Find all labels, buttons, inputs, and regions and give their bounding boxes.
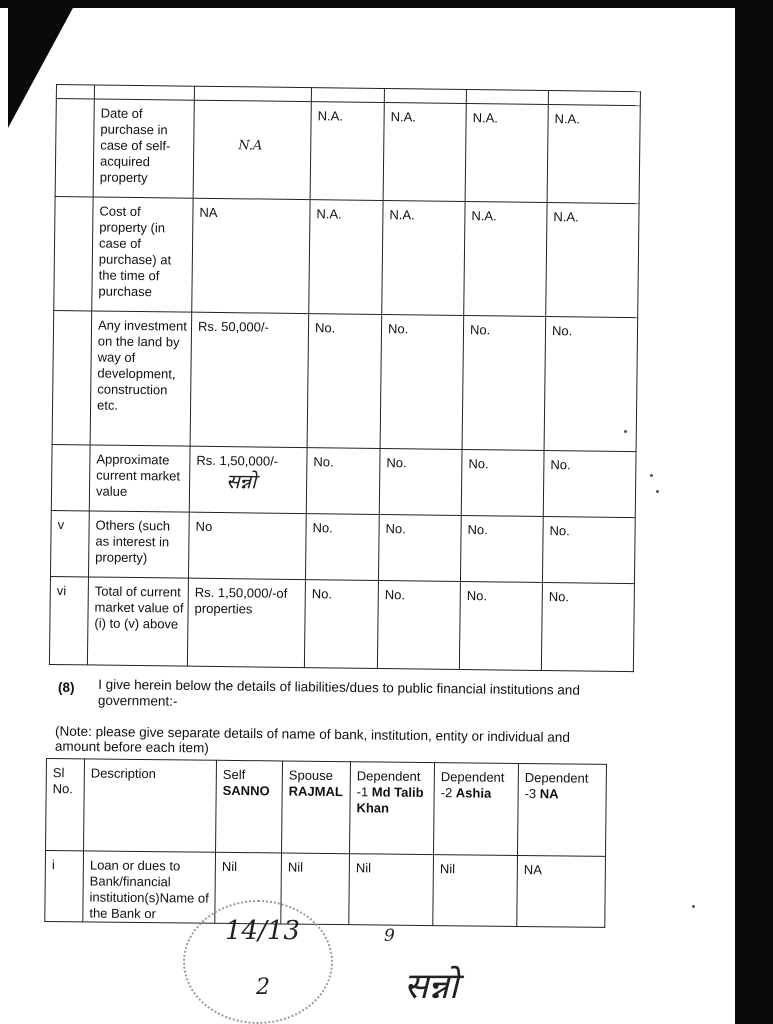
cell-spouse: No. [307,314,382,449]
cell-dependent-1: N.A. [382,201,465,316]
liabilities-table [44,758,607,928]
cell-spouse: N.A. [309,200,383,315]
table-row [52,310,638,451]
cell-dependent-2: Nil [433,855,518,927]
row-number: vi [49,576,88,664]
property-details-table [49,84,641,672]
header-person-name: SANNO [222,782,270,799]
cell-spouse: No. [306,448,380,515]
row-label: Cost of property (in case of purchase) at the time of purchase [92,197,193,312]
cell-dependent-1: No. [380,314,464,449]
cell-dependent-2: No. [461,449,544,516]
scan-border-top [0,0,773,8]
stamp-date: 14/13 [225,916,300,946]
cell-dependent-3: No. [542,516,635,583]
cell-dependent-3: No. [544,316,638,451]
row-label [94,85,194,100]
cell-dependent-1: No. [378,514,461,581]
header-label: Dependent -2 [440,769,505,801]
page-number: 9 [384,926,395,946]
cell-dependent-2: N.A. [465,104,548,203]
cell-self: Rs. 1,50,000/-of properties [187,578,305,667]
scan-speck [624,430,627,433]
section-number: (8) [58,680,75,695]
scan-corner-shadow [8,6,74,128]
header-dependent-1 [350,762,435,855]
cell-dependent-3: N.A. [546,203,639,318]
table-row [51,444,636,517]
section-note: (Note: please give separate details of name of bank, institution, entity or individual and amount before each item) [54,723,570,756]
header-person-name: RAJMAL [288,783,343,800]
scan-border-right [735,0,773,1024]
cell-spouse: Nil [281,853,350,925]
table-row [45,851,606,928]
table-row [54,196,639,317]
cell-self: Nil [215,852,282,924]
header-person-name: Ashia [455,785,492,801]
cell-dependent-3: N.A. [547,105,640,204]
scan-speck [692,905,695,908]
cell-dependent-3 [548,91,640,106]
cell-self [193,100,311,199]
handwritten-value: N.A [238,138,263,154]
signature: सन्नो [404,966,459,1007]
cell-self [189,446,307,513]
header-label: Dependent -1 [356,768,421,800]
header-label: Spouse [288,767,334,784]
row-number [51,444,90,510]
cell-dependent-2 [466,90,548,105]
cell-dependent-2: No. [462,315,546,450]
cell-dependent-2: N.A. [464,202,547,317]
table-row [50,510,635,583]
cell-dependent-3: No. [543,450,636,517]
cell-self [194,86,311,101]
cell-dependent-1: No. [379,448,462,515]
cell-dependent-1 [384,89,466,104]
cell-spouse: N.A. [310,102,384,201]
table-row [49,576,634,671]
header-person-name: Md Talib Khan [356,784,424,816]
row-label: Any investment on the land by way of development, construction etc. [90,311,192,446]
cell-dependent-3: NA [517,855,606,927]
cell-dependent-1: No. [377,580,460,669]
section-heading: I give herein below the details of liabilities/dues to public financial institutions and government:- [97,676,580,709]
scan-speck [650,474,653,477]
header-description: Description [84,759,217,852]
scan-speck [656,490,659,493]
header-label: Dependent -3 [524,770,589,802]
cell-spouse: No. [304,580,378,669]
cell-spouse [311,88,384,103]
row-label: Others (such as interest in property) [88,511,189,578]
cell-spouse: No. [305,514,379,581]
table-row [55,99,640,204]
cell-self: No [188,512,306,579]
row-number [54,196,93,310]
row-label: Total of current market value of (i) to (v) above [87,577,188,666]
cell-self: Rs. 50,000/- [190,312,309,447]
header-self [216,760,283,853]
header-dependent-3 [518,763,607,856]
header-sl-no: Sl No. [46,759,85,851]
row-label: Approximate current market value [89,445,190,512]
cell-dependent-2: No. [459,581,542,670]
header-dependent-2 [434,763,519,856]
header-spouse [282,761,351,854]
row-number: v [50,510,89,576]
cell-self: NA [192,198,310,313]
header-person-name: NA [539,786,559,802]
stamp-number: 2 [256,975,270,1000]
cell-dependent-3: No. [541,582,634,671]
cell-dependent-1: N.A. [383,103,466,202]
market-value-amount: Rs. 1,50,000/- [196,452,279,469]
cell-dependent-2: No. [460,515,543,582]
table-header-row [46,759,607,857]
handwritten-signature: सन्नो [226,469,257,494]
row-label: Date of purchase in case of self-acquired property [93,99,194,198]
row-number [52,310,92,444]
row-description: Loan or dues to Bank/financial institution(s)Name of the Bank or [83,851,216,923]
cell-dependent-1: Nil [349,854,434,926]
row-number: i [45,851,84,922]
header-label: Self [222,766,246,783]
